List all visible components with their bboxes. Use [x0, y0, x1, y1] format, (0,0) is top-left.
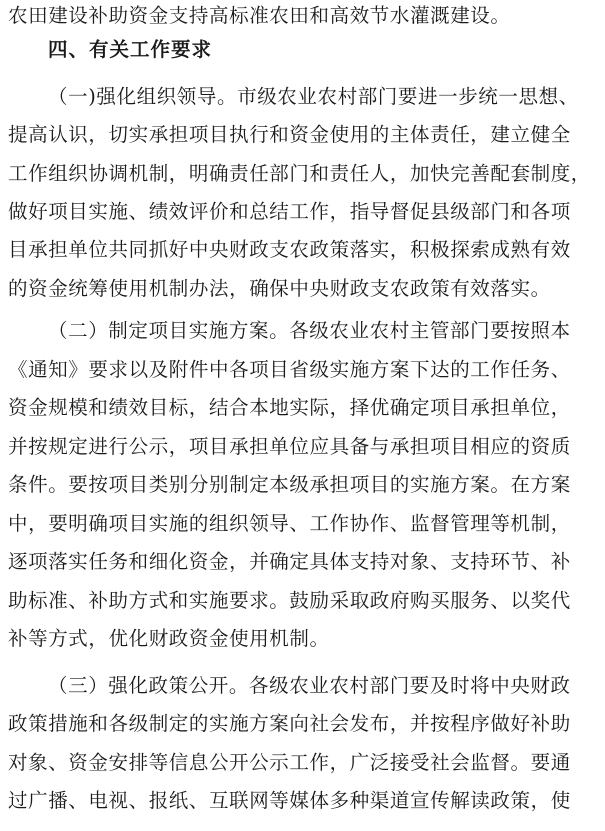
text-line-16: 助标准、补助方式和实施要求。鼓励采取政府购买服务、以奖代	[8, 589, 571, 612]
text-line-19: 政策措施和各级制定的实施方案向社会发布，并按程序做好补助	[8, 712, 571, 735]
text-line-7: 目承担单位共同抓好中央财政支农政策落实，积极探索成熟有效	[8, 238, 571, 261]
text-line-8: 的资金统筹使用机制办法，确保中央财政支农政策有效落实。	[8, 277, 551, 300]
text-line-10: 《通知》要求以及附件中各项目省级实施方案下达的工作任务、	[8, 358, 571, 381]
text-line-11: 资金规模和绩效目标，结合本地实际，择优确定项目承担单位，	[8, 396, 571, 419]
text-line-1: 农田建设补助资金支持高标准农田和高效节水灌溉建设。	[8, 4, 511, 27]
text-line-15: 逐项落实任务和细化资金，并确定具体支持对象、支持环节、补	[8, 550, 571, 573]
text-line-14: 中，要明确项目实施的组织领导、工作协作、监督管理等机制，	[8, 512, 571, 535]
text-line-5: 工作组织协调机制，明确责任部门和责任人，加快完善配套制度，	[8, 162, 591, 185]
text-line-13: 条件。要按项目类别分别制定本级承担项目的实施方案。在方案	[8, 473, 571, 496]
text-line-21: 过广播、电视、报纸、互联网等媒体多种渠道宣传解读政策，使	[8, 789, 571, 812]
text-line-9: （二）制定项目实施方案。各级农业农村主管部门要按照本	[48, 319, 571, 342]
section-heading: 四、有关工作要求	[48, 38, 213, 61]
text-line-17: 补等方式，优化财政资金使用机制。	[8, 627, 330, 650]
text-line-3: （一)强化组织领导。市级农业农村部门要进一步统一思想、	[48, 85, 579, 108]
text-line-6: 做好项目实施、绩效评价和总结工作，指导督促县级部门和各项	[8, 200, 571, 223]
text-line-12: 并按规定进行公示，项目承担单位应具备与承担项目相应的资质	[8, 435, 571, 458]
text-line-18: （三）强化政策公开。各级农业农村部门要及时将中央财政	[48, 674, 571, 697]
text-line-4: 提高认识，切实承担项目执行和资金使用的主体责任，建立健全	[8, 123, 571, 146]
text-line-20: 对象、资金安排等信息公开公示工作，广泛接受社会监督。要通	[8, 751, 571, 774]
